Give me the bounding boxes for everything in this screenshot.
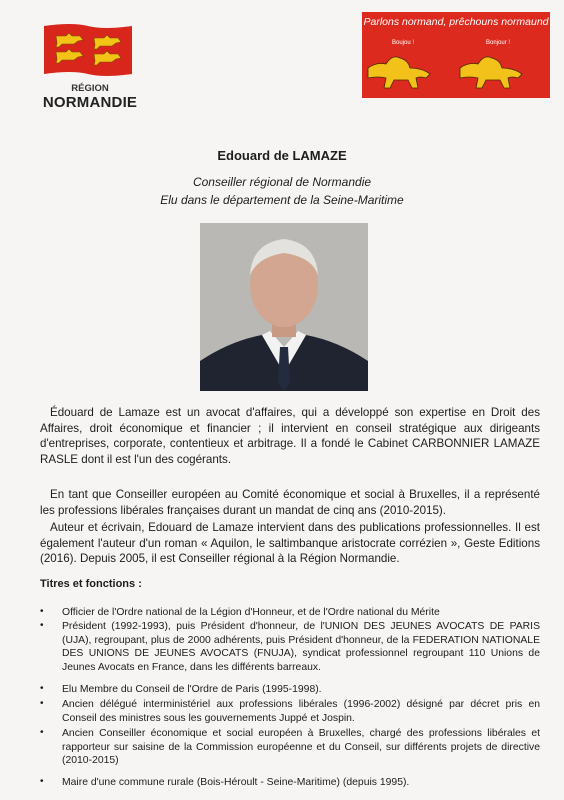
bio-paragraph-text: Auteur et écrivain, Edouard de Lamaze intervient dans des publications professionnelles. Il est également l'auteur d'un roman « Aquilon, le saltimbanque aristocrate corrézien », Geste Editions (2016). Depuis 2005, il est Conseiller régional à la Région Normandie. <box>40 521 540 565</box>
speech-bubble-left: Boujou ! <box>392 40 415 46</box>
region-normandie-logo <box>42 22 138 112</box>
bullet-icon: • <box>40 727 44 738</box>
title-item-text: Ancien délégué interministériel aux professions libérales (1996-2002) désigné par décret pris en Conseil des ministres sous les gouvernements Juppé et Jospin. <box>62 699 540 724</box>
region-name: NORMANDIE <box>42 94 138 111</box>
title-item-text: Officier de l'Ordre national de la Légion d'Honneur, et de l'Ordre national du Mérite <box>62 607 440 618</box>
region-label: RÉGION <box>71 83 109 94</box>
bullet-icon: • <box>40 606 44 617</box>
bullet-icon: • <box>40 698 44 709</box>
speech-bubble-right: Bonjour ! <box>486 40 511 46</box>
normand-banner <box>362 12 550 98</box>
subtitle-constituency: Elu dans le département de la Seine-Maritime <box>160 193 404 207</box>
bio-paragraph <box>40 405 540 467</box>
title-item-text: Maire d'une commune rurale (Bois-Héroult - Seine-Maritime) (depuis 1995). <box>62 777 410 788</box>
title-item-text: Elu Membre du Conseil de l'Ordre de Paris (1995-1998). <box>62 684 322 695</box>
subtitle-role: Conseiller régional de Normandie <box>192 175 372 189</box>
bio-paragraph <box>40 520 540 567</box>
normandy-flag-icon <box>42 22 134 80</box>
title-item-text: Président (1992-1993), puis Président d'honneur, de l'UNION DES JEUNES AVOCATS DE PARIS (UJA), regroupant, plus de 2000 adhérents, puis Président d'honneur, de la FEDERATION NATIONALE DES UNIONS DE JEUNES AVOCATS (FNUJA), syndicat professionnel regroupant 110 Unions de Jeunes Avocats en France, dans les différents barreaux. <box>62 621 540 673</box>
portrait-photo <box>200 223 368 391</box>
person-name: Edouard de LAMAZE <box>217 148 347 163</box>
bio-paragraph-text: Édouard de Lamaze est un avocat d'affaires, qui a développé son expertise en Droit des Affaires, droit économique et financier ; il intervient en conseil stratégique aux dirigeants d'entreprises, corporate, contentieux et arbitrage. Il a fondé le Cabinet CARBONNIER LAMAZE RASLE dont il est l'un des cogérants. <box>40 406 540 466</box>
bio-paragraph-text: En tant que Conseiller européen au Comité économique et social à Bruxelles, il a représenté les professions libérales françaises durant un mandat de cinq ans (2010-2015). <box>40 488 540 517</box>
section-title: Titres et fonctions : <box>40 578 142 590</box>
bullet-icon: • <box>40 620 44 631</box>
bullet-icon: • <box>40 776 44 787</box>
bio-paragraph <box>40 487 540 518</box>
lions-icon <box>362 46 550 98</box>
bullet-icon: • <box>40 683 44 694</box>
portrait-illustration <box>200 223 368 391</box>
title-item-text: Ancien Conseiller économique et social européen à Bruxelles, chargé des professions libérales et rapporteur sur saisine de la Commission européenne et du Conseil, sur différents projets de directive (2010-2015) <box>62 728 540 766</box>
banner-title: Parlons normand, prêchouns normaund <box>363 16 549 28</box>
